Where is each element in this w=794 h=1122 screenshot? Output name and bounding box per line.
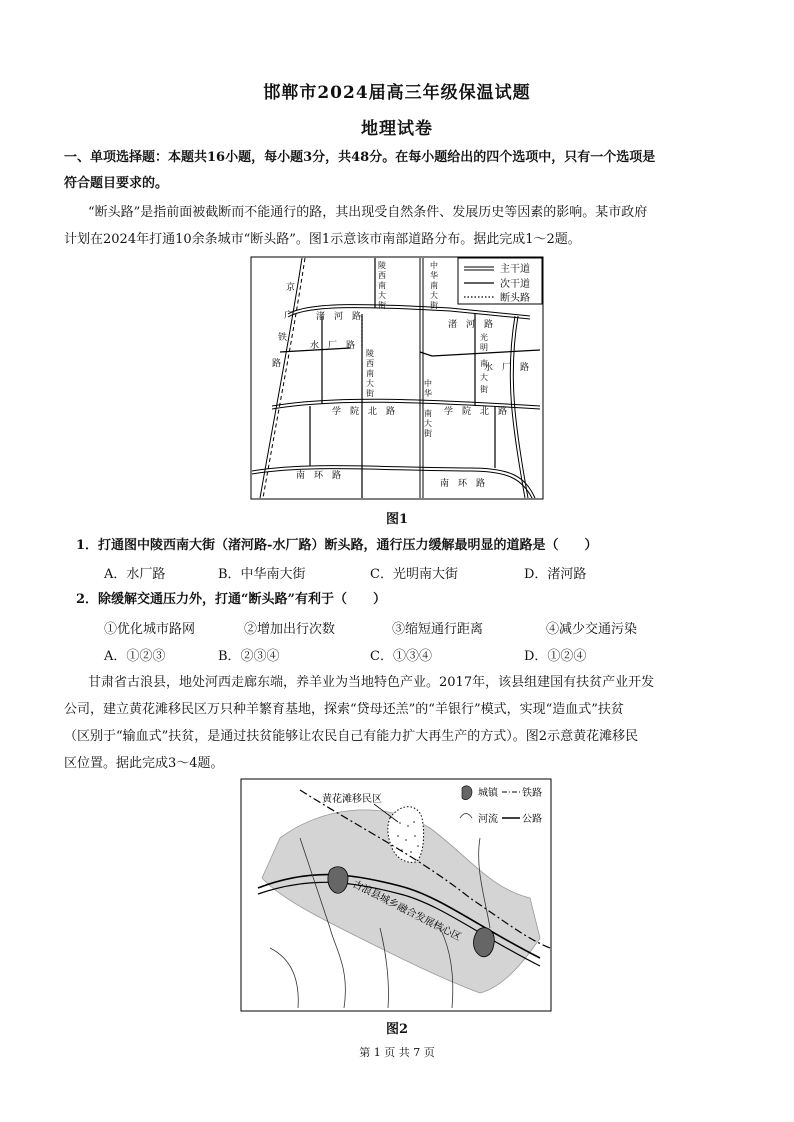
q2-statement-3: ③缩短通行距离 [392,622,484,637]
svg-text:华: 华 [424,389,432,398]
passage1-line1: “断头路”是指前面被截断而不能通行的路，其出现受自然条件、发展历史等因素的影响。某市政府 [88,205,648,220]
legend-railway: 铁路 [522,788,542,799]
q1-option-b[interactable]: B．中华南大街 [218,567,306,582]
legend-secondary-road: 次干道 [500,279,530,290]
page-subtitle: 地理试卷 [361,119,433,139]
svg-text:街: 街 [480,385,488,394]
svg-text:大: 大 [378,291,386,300]
q2-statement-4: ④减少交通污染 [546,622,638,637]
passage2-line4: 区位置。据此完成3～4题。 [64,756,224,771]
q2-option-a[interactable]: A．①②③ [104,649,166,664]
figure1-road-map [250,256,544,500]
label-lingxi-mid [366,348,374,398]
q1-option-c[interactable]: C．光明南大街 [370,567,458,582]
q2-option-d[interactable]: D．①②④ [524,649,587,664]
figure2-caption: 图2 [386,1022,409,1037]
q2-option-c[interactable]: C．①③④ [370,649,432,664]
legend-town: 城镇 [478,788,498,799]
q1-option-d[interactable]: D．渚河路 [524,567,587,582]
town-marker-east [474,928,495,957]
svg-text:南: 南 [424,409,432,418]
page-footer: 第 1 页 共 7 页 [359,1046,435,1059]
svg-text:陵: 陵 [366,349,374,358]
svg-text:西: 西 [366,359,374,368]
legend-dead-end: 断头路 [500,293,530,304]
section-instruction-line2: 符合题目要求的。 [64,176,169,191]
svg-text:中: 中 [424,379,432,388]
label-zhuhe-road: 渚 河 路 [316,312,362,322]
label-nanhuan-road: 南 环 路 [296,471,342,481]
q2-statement-1: ①优化城市路网 [104,622,196,637]
svg-text:街: 街 [378,301,386,310]
svg-text:街: 街 [430,301,438,310]
label-shuichang-road: 水 厂 路 [310,341,356,351]
legend-main-road: 主干道 [500,264,530,275]
svg-text:光: 光 [480,333,488,342]
page-title: 邯郸市2024届高三年级保温试题 [263,83,531,103]
svg-text:大: 大 [366,379,374,388]
legend-river: 河流 [478,814,498,825]
label-nanhuan-road-east: 南 环 路 [440,479,486,489]
q2-option-b[interactable]: B．②③④ [218,649,280,664]
q2-statement-2: ②增加出行次数 [244,622,336,637]
svg-text:大: 大 [430,291,438,300]
label-jingguang: 京 [286,283,296,293]
question2-stem: 2．除缓解交通压力外，打通“断头路”有利于（ ） [76,592,387,607]
svg-text:大: 大 [480,373,488,382]
passage2-line2: 公司，建立黄花滩移民区万只种羊繁育基地，探索“贷母还羔”的“羊银行”模式，实现“造血式”扶贫 [64,702,624,717]
label-core-region: 古浪县城乡融合发展核心区 [350,878,463,944]
svg-text:路: 路 [272,359,282,369]
svg-text:南: 南 [430,281,438,290]
passage2-line3: （区别于“输血式”扶贫，是通过扶贫能够让农民自己有能力扩大再生产的方式）。图2示意黄花滩移民 [64,729,639,744]
legend-road: 公路 [522,814,542,825]
svg-text:明: 明 [480,343,488,352]
section-instruction-line1: 一、单项选择题：本题共16小题，每小题3分，共48分。在每小题给出的四个选项中，只有一个选项是 [64,150,656,165]
question1-stem: 1．打通图中陵西南大街（渚河路-水厂路）断头路，通行压力缓解最明显的道路是（ ） [76,538,598,553]
label-huanghuatan: 黄花滩移民区 [322,794,382,805]
svg-text:大: 大 [424,419,432,428]
svg-text:南: 南 [366,369,374,378]
label-xueyuan-road: 学 院 北 路 [332,407,396,417]
svg-text:中: 中 [430,261,438,270]
svg-text:华: 华 [430,271,438,280]
label-nandajie [480,358,488,394]
svg-text:街: 街 [366,389,374,398]
svg-text:南: 南 [378,281,386,290]
svg-text:铁: 铁 [278,333,288,343]
svg-text:广: 广 [284,311,294,321]
q1-option-a[interactable]: A．水厂路 [104,567,166,582]
svg-text:街: 街 [424,429,432,438]
svg-text:西: 西 [378,271,386,280]
town-marker-west [328,867,348,893]
label-xueyuan-road-east: 学 院 北 路 [444,407,508,417]
passage1-line2: 计划在2024年打通10余条城市“断头路”。图1示意该市南部道路分布。据此完成1～2题。 [64,232,581,247]
figure1-caption: 图1 [386,512,409,527]
label-zhuhe-road-east: 渚 河 路 [448,320,494,330]
label-lingxi-top [378,260,386,310]
svg-text:陵: 陵 [378,261,386,270]
svg-text:南: 南 [480,359,488,368]
figure2-location-map [240,778,552,1012]
passage2-line1: 甘肃省古浪县，地处河西走廊东端，养羊业为当地特色产业。2017年，该县组建国有扶贫产业开发 [88,675,655,690]
label-zhonghua-top [430,260,438,310]
label-shuichang-road-east: 水 厂 路 [484,363,530,373]
